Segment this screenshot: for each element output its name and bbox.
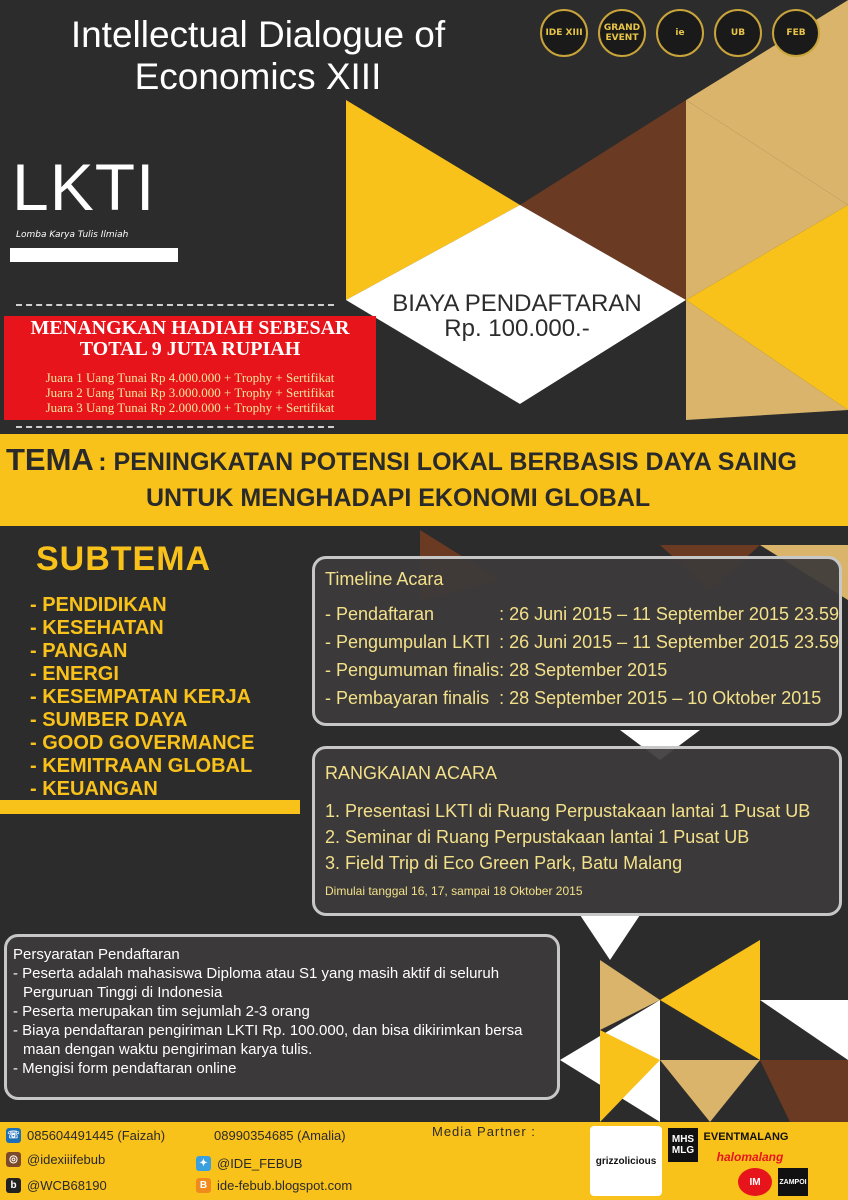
requirements-panel <box>4 934 560 1100</box>
phone-icon: ☏ <box>7 1130 20 1141</box>
table-row <box>325 684 839 712</box>
list-item: - GOOD GOVERMANCE <box>30 732 255 754</box>
list-item: 2. Seminar di Ruang Perpustakaan lantai 1 Pusat UB <box>325 827 750 847</box>
bg-triangle <box>760 1060 848 1122</box>
list-item: - KESEHATAN <box>30 617 164 639</box>
divider <box>16 426 334 428</box>
timeline-label: - Pengumuman finalis <box>325 660 500 680</box>
prize-row: Juara 3 Uang Tunai Rp 2.000.000 + Trophy + Sertifikat <box>45 400 335 415</box>
timeline-table <box>325 600 839 712</box>
event-series-heading: RANGKAIAN ACARA <box>325 763 498 783</box>
lkti-underline-bar <box>10 248 178 262</box>
sponsor-logos <box>540 8 840 58</box>
prize-box <box>4 316 376 420</box>
title-line-1: Intellectual Dialogue of <box>70 14 446 55</box>
timeline-panel <box>312 556 842 726</box>
theme-line-2: UNTUK MENGHADAPI EKONOMI GLOBAL <box>146 484 651 512</box>
phone-contact-1 <box>6 1128 165 1143</box>
list-item: - KEUANGAN <box>30 778 158 800</box>
ie-logo: ie <box>656 9 704 57</box>
bbm-text: @WCB68190 <box>27 1178 107 1193</box>
list-item: - ENERGI <box>30 663 119 685</box>
bg-triangle <box>660 1060 760 1122</box>
partner-halo-malang: halomalang <box>716 1149 784 1164</box>
prize-row: Juara 2 Uang Tunai Rp 3.000.000 + Trophy + Sertifikat <box>45 385 335 400</box>
instagram-icon: ◎ <box>6 1152 21 1167</box>
university-logo: UB <box>714 9 762 57</box>
bg-triangle <box>760 1000 848 1060</box>
divider <box>16 304 334 306</box>
bg-triangle <box>660 940 760 1060</box>
blog-contact <box>196 1178 352 1193</box>
requirements-heading: Persyaratan Pendaftaran <box>13 946 180 963</box>
phone-1-text: 085604491445 (Faizah) <box>27 1128 166 1143</box>
timeline-value: : 26 Juni 2015 – 11 September 2015 23.59 <box>499 604 840 624</box>
list-item: - KEMITRAAN GLOBAL <box>30 755 253 777</box>
instagram-contact <box>6 1152 105 1167</box>
event-dates-note: Dimulai tanggal 16, 17, sampai 18 Oktober 2015 <box>325 884 583 898</box>
theme <box>6 442 846 513</box>
timeline-label: - Pembayaran finalis <box>325 688 490 708</box>
media-partner-label: Media Partner : <box>432 1124 536 1139</box>
lkti-logo <box>10 148 180 263</box>
timeline-label: - Pengumpulan LKTI <box>325 632 491 652</box>
table-row <box>325 656 839 684</box>
list-item: - PENDIDIKAN <box>30 594 167 616</box>
requirement-line: maan dengan waktu pengiriman karya tulis. <box>23 1041 313 1058</box>
list-item: - SUMBER DAYA <box>30 709 188 731</box>
table-row <box>325 600 839 628</box>
event-series-panel <box>312 746 842 916</box>
phone-contact-2 <box>214 1128 346 1143</box>
fee-amount: Rp. 100.000.- <box>444 315 590 342</box>
fee-label: BIAYA PENDAFTARAN <box>392 290 642 317</box>
lkti-subtitle: Lomba Karya Tulis Ilmiah <box>16 230 129 240</box>
theme-label: TEMA <box>6 442 94 477</box>
requirement-line: - Peserta adalah mahasiswa Diploma atau S1 yang masih aktif di seluruh <box>13 965 500 982</box>
blogger-icon: B <box>196 1178 211 1193</box>
requirement-line: Perguruan Tinggi di Indonesia <box>23 984 223 1001</box>
partner-mhs-mlg: MHS MLG <box>668 1128 698 1162</box>
phone-2-text: 08990354685 (Amalia) <box>214 1128 346 1143</box>
partner-event-malang: EVENTMALANG <box>703 1130 789 1143</box>
list-item: - KESEMPATAN KERJA <box>30 686 252 708</box>
partner-grizzolicious: grizzolicious <box>590 1126 662 1196</box>
bg-triangle <box>580 915 640 960</box>
timeline-value: : 26 Juni 2015 – 11 September 2015 23.59 <box>499 632 840 652</box>
lkti-wordmark: LKTI <box>12 150 156 224</box>
partner-zampoi: ZAMPOI <box>778 1168 808 1196</box>
ide-logo: IDE XIII <box>540 9 588 57</box>
requirement-line: - Biaya pendaftaran pengiriman LKTI Rp. 100.000, dan bisa dikirimkan bersa <box>13 1022 523 1039</box>
timeline-heading: Timeline Acara <box>325 569 444 589</box>
instagram-text: @idexiiifebub <box>27 1152 106 1167</box>
feb-logo: FEB <box>772 9 820 57</box>
twitter-text: @IDE_FEBUB <box>217 1156 303 1171</box>
twitter-icon: ✦ <box>196 1156 211 1171</box>
bbm-icon: b <box>6 1178 21 1193</box>
list-item: - PANGAN <box>30 640 128 662</box>
table-row <box>325 628 839 656</box>
bbm-contact <box>6 1178 107 1193</box>
subtheme-list <box>30 594 254 801</box>
timeline-value: : 28 September 2015 <box>499 660 668 680</box>
subtheme-bar <box>0 800 300 814</box>
requirement-line: - Mengisi form pendaftaran online <box>13 1060 237 1077</box>
prize-rows <box>6 370 374 415</box>
list-item: 3. Field Trip di Eco Green Park, Batu Malang <box>325 853 683 873</box>
prize-headline-1: MENANGKAN HADIAH SEBESAR <box>30 317 350 339</box>
twitter-contact <box>196 1156 302 1171</box>
requirement-line: - Peserta merupakan tim sejumlah 2-3 orang <box>13 1003 310 1020</box>
title-line-2: Economics XIII <box>134 56 382 97</box>
timeline-value: : 28 September 2015 – 10 Oktober 2015 <box>499 688 822 708</box>
contact-footer <box>0 1122 848 1200</box>
prize-headline-2: TOTAL 9 JUTA RUPIAH <box>79 338 301 360</box>
blog-text: ide-febub.blogspot.com <box>217 1178 353 1193</box>
poster-title <box>18 14 498 98</box>
subtheme-title: SUBTEMA <box>36 540 212 578</box>
theme-line-1: : PENINGKATAN POTENSI LOKAL BERBASIS DAYA SAING <box>98 448 797 476</box>
registration-fee <box>364 291 670 341</box>
timeline-label: - Pendaftaran <box>325 604 435 624</box>
partner-im: IM <box>738 1168 772 1196</box>
grand-event-logo: GRAND EVENT <box>598 9 646 57</box>
list-item: 1. Presentasi LKTI di Ruang Perpustakaan lantai 1 Pusat UB <box>325 801 811 821</box>
prize-row: Juara 1 Uang Tunai Rp 4.000.000 + Trophy + Sertifikat <box>45 370 335 385</box>
